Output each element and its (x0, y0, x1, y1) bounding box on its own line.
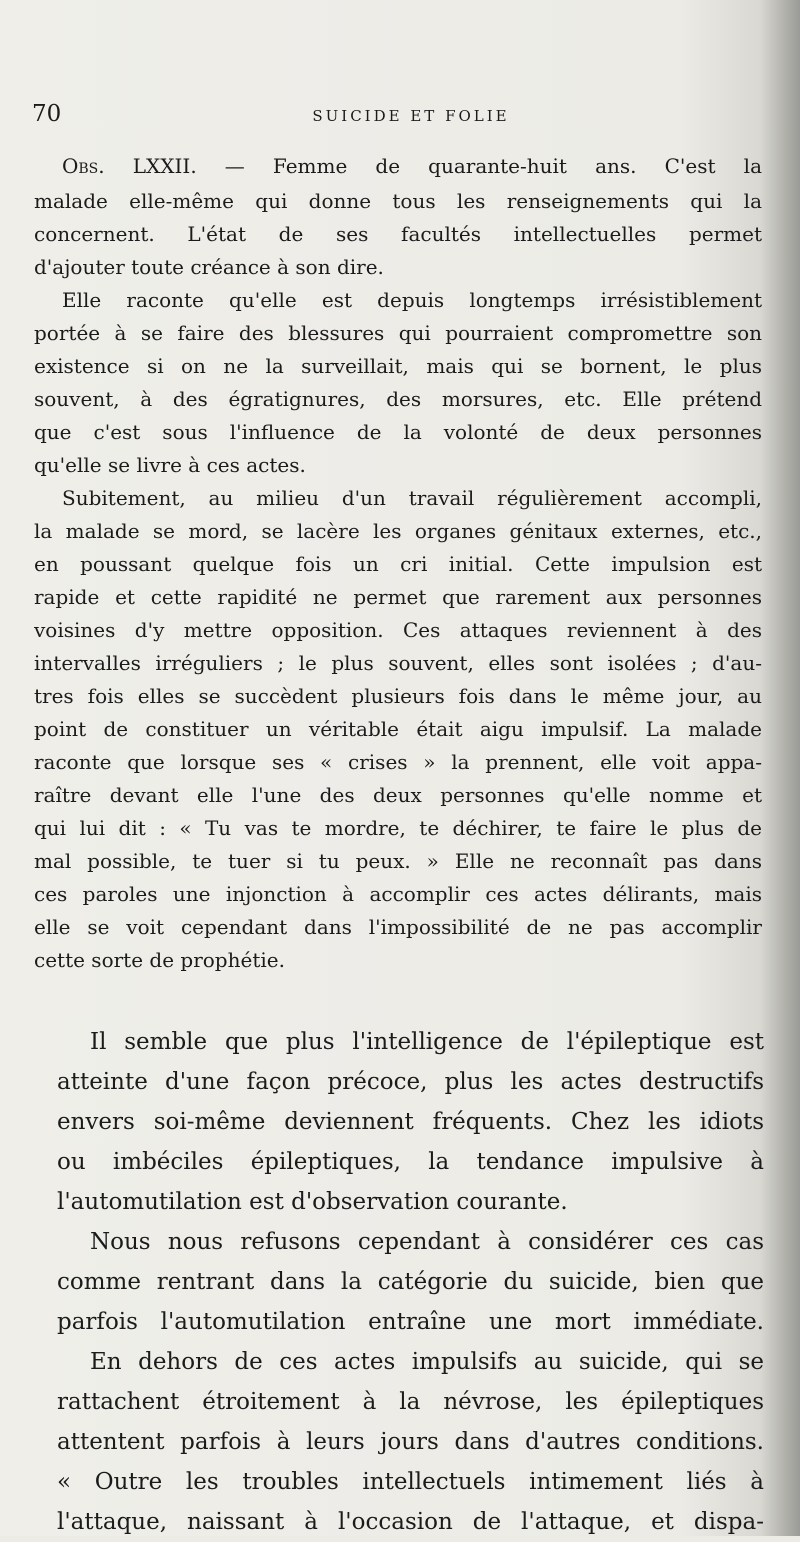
running-head: SUICIDE ET FOLIE (312, 107, 510, 125)
observation-line: cette sorte de prophétie. (34, 948, 285, 972)
observation-line: concernent. L'état de ses facultés intellectuelles permet (34, 222, 762, 246)
observation-label: Obs. (62, 154, 105, 178)
observation-line: mal possible, te tuer si tu peux. » Elle ne reconnaît pas dans (34, 849, 762, 873)
observation-line: qu'elle se livre à ces actes. (34, 453, 306, 477)
observation-line: la malade se mord, se lacère les organes génitaux externes, etc., (34, 519, 762, 543)
body-line: Nous nous refusons cependant à considérer ces cas (90, 1229, 764, 1255)
observation-line: que c'est sous l'influence de la volonté de deux personnes (34, 420, 762, 444)
body-line: Il semble que plus l'intelligence de l'épileptique est (90, 1029, 764, 1055)
body-line: comme rentrant dans la catégorie du suicide, bien que (57, 1269, 764, 1295)
body-line: ou imbéciles épileptiques, la tendance impulsive à (57, 1149, 764, 1175)
observation-line: tres fois elles se succèdent plusieurs fois dans le même jour, au (34, 684, 762, 708)
body-line: l'automutilation est d'observation courante. (57, 1189, 568, 1215)
observation-line: raître devant elle l'une des deux personnes qu'elle nomme et (34, 783, 762, 807)
observation-line: voisines d'y mettre opposition. Ces attaques reviennent à des (34, 618, 762, 642)
page-number: 70 (32, 101, 62, 127)
observation-line: Elle raconte qu'elle est depuis longtemps irrésistiblement (62, 288, 762, 312)
observation-line: ces paroles une injonction à accomplir ces actes délirants, mais (34, 882, 762, 906)
observation-line: raconte que lorsque ses « crises » la prennent, elle voit appa- (34, 750, 762, 774)
observation-line: Subitement, au milieu d'un travail régulièrement accompli, (62, 486, 762, 510)
body-line: « Outre les troubles intellectuels intimement liés à (57, 1469, 764, 1495)
body-line: rattachent étroitement à la névrose, les épileptiques (57, 1389, 764, 1415)
body-line: atteinte d'une façon précoce, plus les actes destructifs (57, 1069, 764, 1095)
observation-line: existence si on ne la surveillait, mais qui se bornent, le plus (34, 354, 762, 378)
observation-line: qui lui dit : « Tu vas te mordre, te déchirer, te faire le plus de (34, 816, 762, 840)
observation-line: intervalles irréguliers ; le plus souvent, elles sont isolées ; d'au- (34, 651, 762, 675)
body-line: envers soi-même deviennent fréquents. Chez les idiots (57, 1109, 764, 1135)
observation-line: rapide et cette rapidité ne permet que rarement aux personnes (34, 585, 762, 609)
body-line: attentent parfois à leurs jours dans d'autres conditions. (57, 1429, 764, 1455)
observation-line: portée à se faire des blessures qui pourraient compromettre son (34, 321, 762, 345)
observation-line: elle se voit cependant dans l'impossibilité de ne pas accomplir (34, 915, 762, 939)
page-header (32, 101, 750, 135)
observation-line: d'ajouter toute créance à son dire. (34, 255, 384, 279)
observation-line: souvent, à des égratignures, des morsures, etc. Elle prétend (34, 387, 762, 411)
body-line: l'attaque, naissant à l'occasion de l'attaque, et dispa- (57, 1509, 764, 1535)
observation-line: Obs. LXXII. — Femme de quarante-huit ans. C'est la (62, 154, 762, 178)
body-line: parfois l'automutilation entraîne une mort immédiate. (57, 1309, 764, 1335)
observation-line: malade elle-même qui donne tous les renseignements qui la (34, 189, 762, 213)
observation-line: point de constituer un véritable était aigu impulsif. La malade (34, 717, 762, 741)
observation-line: en poussant quelque fois un cri initial. Cette impulsion est (34, 552, 762, 576)
body-line: En dehors de ces actes impulsifs au suicide, qui se (90, 1349, 764, 1375)
